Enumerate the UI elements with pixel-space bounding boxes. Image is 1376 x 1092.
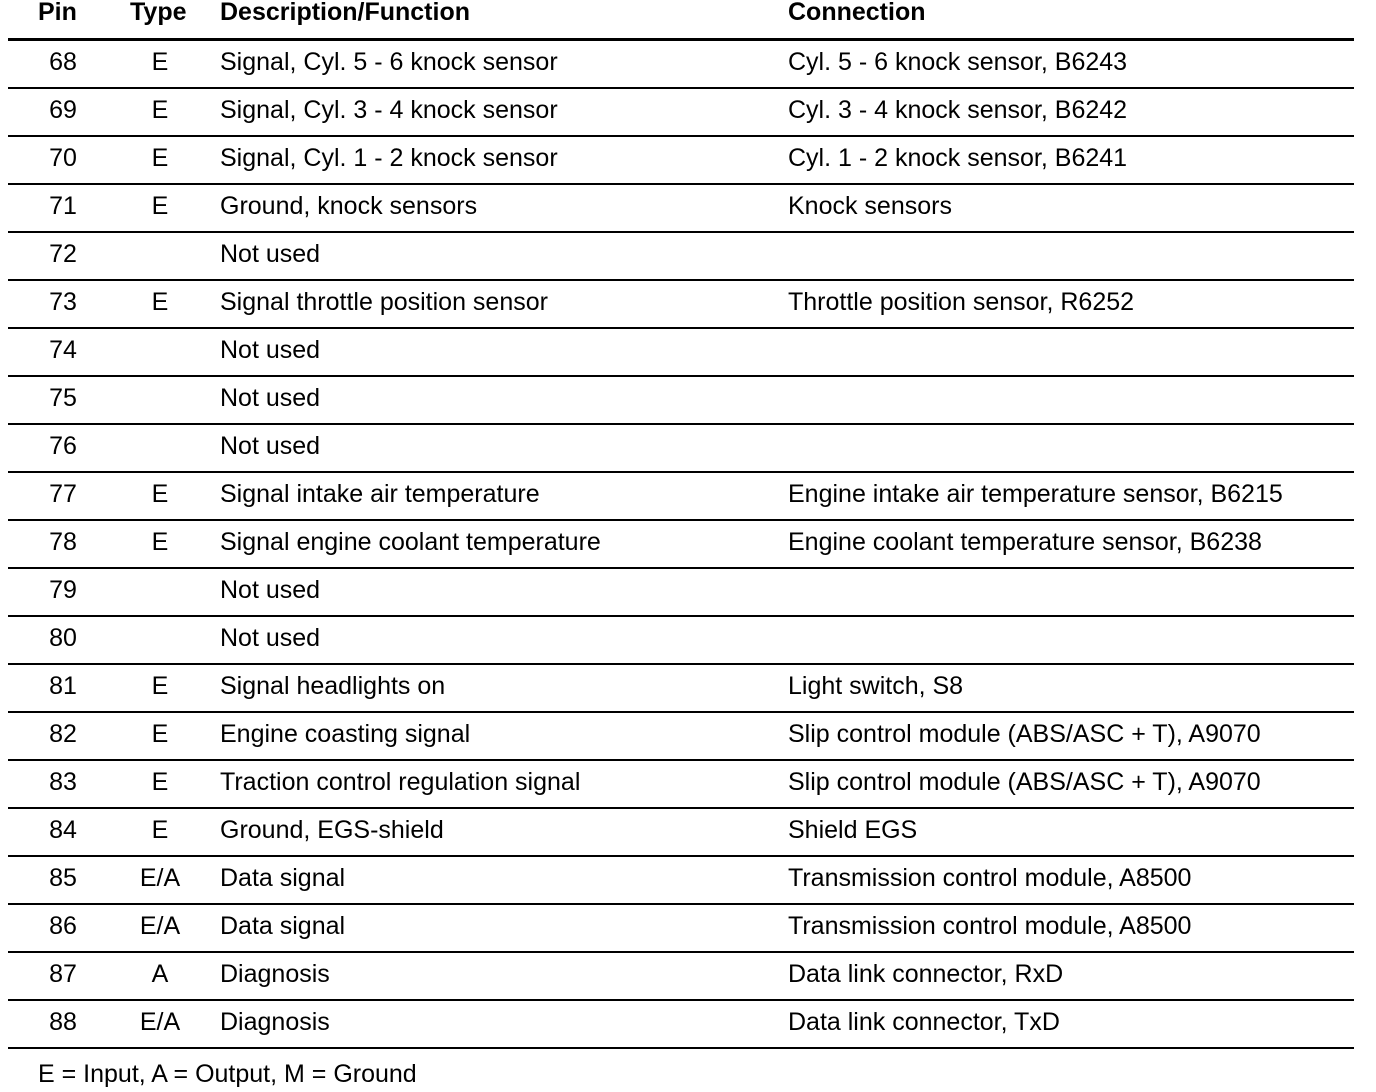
pin-cell: 86 bbox=[49, 912, 77, 940]
description-cell: Ground, knock sensors bbox=[220, 192, 478, 220]
description-cell: Signal engine coolant temperature bbox=[220, 528, 601, 556]
table-row bbox=[8, 425, 1354, 473]
table-row bbox=[8, 89, 1354, 137]
type-cell: E bbox=[151, 720, 169, 748]
pin-cell: 72 bbox=[49, 240, 77, 268]
pin-cell: 74 bbox=[49, 336, 77, 364]
table-row bbox=[8, 473, 1354, 521]
pin-cell: 78 bbox=[49, 528, 77, 556]
table-row bbox=[8, 713, 1354, 761]
pin-cell: 70 bbox=[49, 144, 77, 172]
description-cell: Signal headlights on bbox=[220, 672, 446, 700]
pin-cell: 73 bbox=[49, 288, 77, 316]
description-cell: Signal, Cyl. 1 - 2 knock sensor bbox=[220, 144, 558, 172]
table-row bbox=[8, 185, 1354, 233]
connection-cell: Cyl. 5 - 6 knock sensor, B6243 bbox=[788, 48, 1128, 76]
description-cell: Data signal bbox=[220, 912, 346, 940]
type-cell: E bbox=[151, 480, 169, 508]
pin-cell: 69 bbox=[49, 96, 77, 124]
connection-cell: Knock sensors bbox=[788, 192, 952, 220]
description-cell: Not used bbox=[220, 240, 321, 268]
connection-cell: Engine coolant temperature sensor, B6238 bbox=[788, 528, 1262, 556]
description-cell: Not used bbox=[220, 432, 321, 460]
type-cell: E/A bbox=[139, 1008, 181, 1036]
pin-cell: 85 bbox=[49, 864, 77, 892]
description-cell: Signal throttle position sensor bbox=[220, 288, 548, 316]
table-row bbox=[8, 329, 1354, 377]
pin-cell: 80 bbox=[49, 624, 77, 652]
table-row bbox=[8, 521, 1354, 569]
connection-cell: Slip control module (ABS/ASC + T), A9070 bbox=[788, 720, 1261, 748]
description-cell: Not used bbox=[220, 384, 321, 412]
pin-cell: 75 bbox=[49, 384, 77, 412]
table-row bbox=[8, 809, 1354, 857]
type-cell: E bbox=[151, 192, 169, 220]
description-cell: Signal, Cyl. 3 - 4 knock sensor bbox=[220, 96, 558, 124]
connection-cell: Data link connector, TxD bbox=[788, 1008, 1060, 1036]
type-cell: E bbox=[151, 144, 169, 172]
table-row bbox=[8, 569, 1354, 617]
description-cell: Not used bbox=[220, 624, 321, 652]
type-cell: E bbox=[151, 768, 169, 796]
type-cell: E bbox=[151, 288, 169, 316]
pin-assignment-table bbox=[8, 0, 1354, 1049]
type-cell: E/A bbox=[139, 912, 181, 940]
pin-cell: 77 bbox=[49, 480, 77, 508]
header-pin: Pin bbox=[38, 0, 77, 26]
type-cell: E bbox=[151, 816, 169, 844]
table-row bbox=[8, 377, 1354, 425]
type-cell: E/A bbox=[139, 864, 181, 892]
connection-cell: Transmission control module, A8500 bbox=[788, 912, 1192, 940]
pin-cell: 82 bbox=[49, 720, 77, 748]
pin-cell: 88 bbox=[49, 1008, 77, 1036]
header-description: Description/Function bbox=[220, 0, 470, 26]
header-connection: Connection bbox=[788, 0, 926, 26]
table-row bbox=[8, 665, 1354, 713]
header-type: Type bbox=[130, 0, 187, 26]
description-cell: Engine coasting signal bbox=[220, 720, 471, 748]
type-cell: E bbox=[151, 48, 169, 76]
connection-cell: Slip control module (ABS/ASC + T), A9070 bbox=[788, 768, 1261, 796]
table-row bbox=[8, 1001, 1354, 1049]
connection-cell: Shield EGS bbox=[788, 816, 918, 844]
pin-cell: 76 bbox=[49, 432, 77, 460]
connection-cell: Cyl. 3 - 4 knock sensor, B6242 bbox=[788, 96, 1128, 124]
table-row bbox=[8, 41, 1354, 89]
pin-cell: 79 bbox=[49, 576, 77, 604]
description-cell: Not used bbox=[220, 576, 321, 604]
connection-cell: Throttle position sensor, R6252 bbox=[788, 288, 1135, 316]
connection-cell: Transmission control module, A8500 bbox=[788, 864, 1192, 892]
description-cell: Diagnosis bbox=[220, 960, 330, 988]
table-row bbox=[8, 905, 1354, 953]
type-cell: E bbox=[151, 96, 169, 124]
pin-cell: 71 bbox=[49, 192, 77, 220]
table-header bbox=[8, 0, 1354, 41]
type-cell: E bbox=[151, 672, 169, 700]
type-cell: E bbox=[151, 528, 169, 556]
description-cell: Signal intake air temperature bbox=[220, 480, 540, 508]
table-row bbox=[8, 953, 1354, 1001]
description-cell: Not used bbox=[220, 336, 321, 364]
description-cell: Data signal bbox=[220, 864, 346, 892]
connection-cell: Light switch, S8 bbox=[788, 672, 964, 700]
connection-cell: Engine intake air temperature sensor, B6215 bbox=[788, 480, 1283, 508]
table-row bbox=[8, 281, 1354, 329]
legend-footnote: E = Input, A = Output, M = Ground bbox=[38, 1060, 417, 1088]
description-cell: Signal, Cyl. 5 - 6 knock sensor bbox=[220, 48, 558, 76]
connection-cell: Data link connector, RxD bbox=[788, 960, 1064, 988]
description-cell: Ground, EGS-shield bbox=[220, 816, 444, 844]
description-cell: Traction control regulation signal bbox=[220, 768, 581, 796]
pin-cell: 87 bbox=[49, 960, 77, 988]
table-row bbox=[8, 857, 1354, 905]
pin-cell: 84 bbox=[49, 816, 77, 844]
table-body bbox=[8, 41, 1354, 1049]
table-row bbox=[8, 617, 1354, 665]
table-row bbox=[8, 761, 1354, 809]
connection-cell: Cyl. 1 - 2 knock sensor, B6241 bbox=[788, 144, 1128, 172]
table-row bbox=[8, 233, 1354, 281]
pin-cell: 81 bbox=[49, 672, 77, 700]
type-cell: A bbox=[151, 960, 169, 988]
pin-cell: 68 bbox=[49, 48, 77, 76]
table-row bbox=[8, 137, 1354, 185]
description-cell: Diagnosis bbox=[220, 1008, 330, 1036]
pin-cell: 83 bbox=[49, 768, 77, 796]
